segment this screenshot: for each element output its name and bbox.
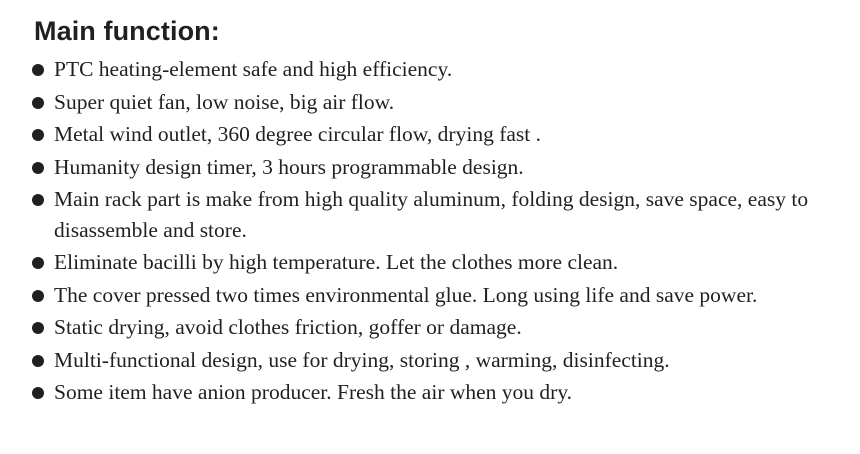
list-item-text: Super quiet fan, low noise, big air flow. [54, 89, 395, 114]
list-item [28, 87, 842, 118]
list-item-text: Humanity design timer, 3 hours programmable design. [54, 154, 524, 179]
filled-circle-bullet-icon [32, 162, 44, 174]
list-item [28, 184, 842, 245]
list-item-text: Main rack part is make from high quality aluminum, folding design, save space, easy to disassemble and store. [54, 187, 809, 242]
filled-circle-bullet-icon [32, 387, 44, 399]
list-item [28, 54, 842, 85]
filled-circle-bullet-icon [32, 290, 44, 302]
list-item [28, 280, 842, 311]
features-list [28, 54, 842, 408]
filled-circle-bullet-icon [32, 97, 44, 109]
filled-circle-bullet-icon [32, 322, 44, 334]
filled-circle-bullet-icon [32, 64, 44, 76]
list-item-text: Static drying, avoid clothes friction, goffer or damage. [54, 315, 522, 339]
list-item-text: Eliminate bacilli by high temperature. Let the clothes more clean. [54, 250, 619, 274]
page-title: Main function: [34, 16, 220, 46]
filled-circle-bullet-icon [32, 129, 44, 141]
list-item-text: PTC heating-element safe and high efficiency. [54, 57, 453, 81]
list-item [28, 345, 842, 376]
filled-circle-bullet-icon [32, 194, 44, 206]
list-item [28, 377, 842, 408]
filled-circle-bullet-icon [32, 355, 44, 367]
list-item [28, 312, 842, 343]
list-item [28, 152, 842, 183]
list-item [28, 247, 842, 278]
list-item-text: Metal wind outlet, 360 degree circular flow, drying fast . [54, 122, 541, 146]
list-item-text: The cover pressed two times environmental glue. Long using life and save power. [54, 282, 758, 307]
list-item [28, 119, 842, 150]
filled-circle-bullet-icon [32, 257, 44, 269]
list-item-text: Multi-functional design, use for drying, storing , warming, disinfecting. [54, 347, 670, 372]
list-item-text: Some item have anion producer. Fresh the air when you dry. [54, 380, 573, 404]
